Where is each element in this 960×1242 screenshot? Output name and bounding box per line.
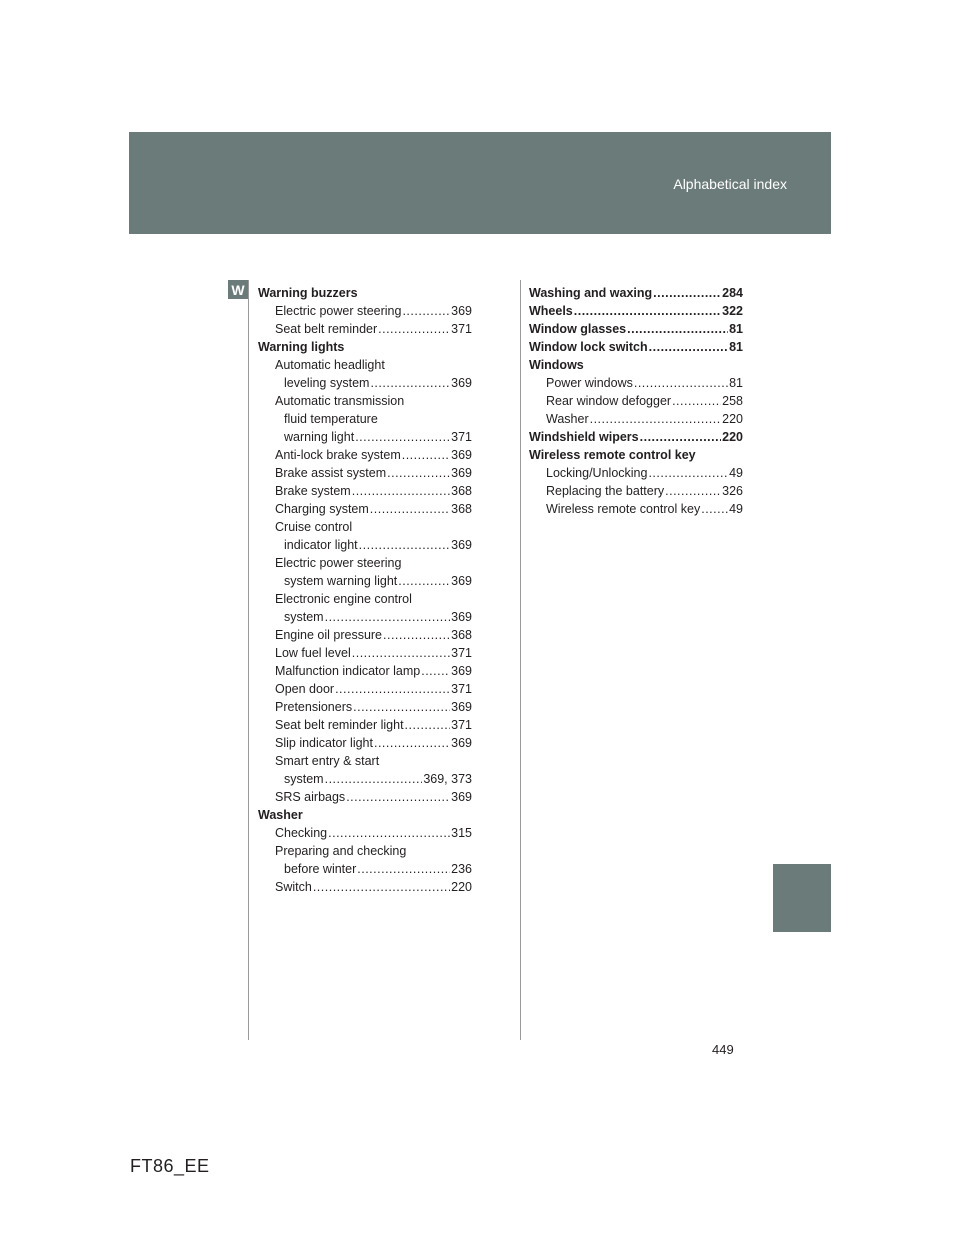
index-entry [258,302,472,320]
dot-leader [627,320,728,338]
entry-label: warning light [284,430,355,444]
index-entry [258,734,472,752]
entry-page-number: 369 [451,736,472,750]
dot-leader [653,284,721,302]
entry-label: Malfunction indicator lamp [275,664,421,678]
entry-page-number: 371 [451,718,472,732]
entry-row [258,302,472,320]
entry-label: system warning light [284,574,398,588]
index-entry [529,338,743,356]
entry-label: leveling system [284,376,370,390]
index-entry [258,644,472,662]
entry-page-number: 284 [722,286,743,300]
entry-page-number: 81 [729,322,743,336]
entry-label: Switch [275,880,312,894]
index-entry [258,320,472,338]
entry-page-number: 369 [451,574,472,588]
index-entry [529,374,743,392]
dot-leader [355,428,450,446]
entry-page-number: 81 [729,376,743,390]
entry-row [258,536,472,554]
index-entry [529,428,743,446]
index-entry [258,716,472,734]
dot-leader [421,662,450,680]
entry-label-line: Automatic headlight [275,358,385,372]
entry-row [258,788,472,806]
entry-row [258,878,472,896]
entry-page-number: 220 [451,880,472,894]
entry-row [258,716,472,734]
entry-label: Anti-lock brake system [275,448,401,462]
document-code: FT86_EE [130,1156,210,1176]
entry-label: system [284,610,324,624]
entry-row [258,824,472,842]
entry-label: Locking/Unlocking [546,466,648,480]
entry-row [258,428,472,446]
entry-page-number: 220 [722,412,743,426]
index-entry [258,680,472,698]
entry-page-number: 368 [451,628,472,642]
entry-row [258,572,472,590]
index-entry [258,824,472,842]
dot-leader [370,374,450,392]
entry-label: Open door [275,682,335,696]
dot-leader [346,788,450,806]
index-entry [529,482,743,500]
dot-leader [649,338,728,356]
entry-label: Electric power steering [275,304,402,318]
index-entry [529,410,743,428]
entry-page-number: 369 [451,466,472,480]
page-number: 449 [712,1042,734,1057]
entry-label-line: fluid temperature [284,412,378,426]
entry-page-number: 369 [451,304,472,318]
index-entry [258,518,472,554]
entry-label-line: Cruise control [275,520,353,534]
entry-row [529,464,743,482]
entry-page-number: 258 [722,394,743,408]
entry-label-line: Electronic engine control [275,592,412,606]
index-entry [258,482,472,500]
dot-leader [701,500,728,518]
dot-leader [402,446,450,464]
entry-label: Window glasses [529,322,627,336]
entry-label: SRS airbags [275,790,346,804]
column-divider-middle [520,280,521,1040]
column-divider-left [248,280,249,1040]
entry-label: Seat belt reminder [275,322,378,336]
entry-page-number: 369 [451,664,472,678]
dot-leader [359,536,450,554]
entry-label: Power windows [546,376,633,390]
entry-page-number: 326 [722,484,743,498]
index-entry [258,752,472,788]
section-title: Alphabetical index [673,176,787,192]
dot-leader [634,374,728,392]
dot-leader [672,392,721,410]
index-heading: Warning lights [258,340,345,354]
entry-label: Checking [275,826,328,840]
dot-leader [353,698,450,716]
index-entry [258,500,472,518]
index-entry [258,878,472,896]
index-entry [258,662,472,680]
entry-page-number: 369 [451,376,472,390]
dot-leader [370,500,450,518]
dot-leader [328,824,450,842]
index-column-1 [258,284,472,896]
entry-page-number: 371 [451,322,472,336]
index-column-2 [529,284,743,518]
entry-label-line: Electric power steering [275,556,402,570]
entry-row [529,338,743,356]
entry-row [258,482,472,500]
index-entry [529,500,743,518]
entry-label: Low fuel level [275,646,351,660]
entry-row [529,428,743,446]
entry-row [529,482,743,500]
dot-leader [640,428,722,446]
index-entry [258,698,472,716]
entry-page-number: 369 [451,610,472,624]
entry-row [529,374,743,392]
entry-row [258,446,472,464]
dot-leader [398,572,450,590]
entry-label-line: Smart entry & start [275,754,380,768]
dot-leader [374,734,450,752]
entry-page-number: 368 [451,484,472,498]
index-entry [529,302,743,320]
entry-label: Replacing the battery [546,484,665,498]
dot-leader [325,770,423,788]
entry-label: indicator light [284,538,358,552]
entry-row [258,734,472,752]
entry-label: Brake assist system [275,466,387,480]
dot-leader [405,716,451,734]
entry-label: Window lock switch [529,340,648,354]
entry-label-line: Preparing and checking [275,844,407,858]
entry-label: Seat belt reminder light [275,718,404,732]
entry-label: Rear window defogger [546,394,672,408]
dot-leader [325,608,451,626]
index-entry [258,626,472,644]
entry-page-number: 220 [722,430,743,444]
entry-row [258,320,472,338]
dot-leader [383,626,450,644]
dot-leader [665,482,721,500]
entry-row [258,464,472,482]
entry-row [258,698,472,716]
entry-page-number: 315 [451,826,472,840]
entry-label: before winter [284,862,357,876]
entry-page-number: 49 [729,466,743,480]
index-heading: Warning buzzers [258,286,358,300]
entry-page-number: 371 [451,430,472,444]
index-entry [258,464,472,482]
entry-row [258,770,472,788]
entry-row [529,284,743,302]
entry-label: Wheels [529,304,573,318]
entry-row [258,662,472,680]
index-entry [529,320,743,338]
entry-label: Engine oil pressure [275,628,383,642]
entry-row [529,410,743,428]
index-entry [529,464,743,482]
entry-row [529,392,743,410]
entry-row [258,608,472,626]
entry-row [529,302,743,320]
index-heading: Wireless remote control key [529,448,696,462]
entry-label: Windshield wipers [529,430,639,444]
thumb-index-tab [773,864,831,932]
index-entry [258,788,472,806]
dot-leader [590,410,722,428]
index-heading: Washer [258,808,303,822]
entry-label: Pretensioners [275,700,353,714]
entry-page-number: 369, 373 [423,772,472,786]
entry-row [258,500,472,518]
index-entry [258,392,472,446]
entry-page-number: 369 [451,700,472,714]
dot-leader [335,680,450,698]
header-band [129,132,831,234]
entry-page-number: 371 [451,682,472,696]
index-heading: Windows [529,358,584,372]
entry-row [258,644,472,662]
entry-row [258,680,472,698]
entry-page-number: 322 [722,304,743,318]
section-letter-badge: W [228,280,248,299]
dot-leader [648,464,728,482]
entry-label: Slip indicator light [275,736,373,750]
entry-page-number: 81 [729,340,743,354]
index-entry [258,356,472,392]
dot-leader [352,482,450,500]
entry-row [258,626,472,644]
index-entry [258,842,472,878]
index-entry [529,284,743,302]
dot-leader [378,320,450,338]
dot-leader [402,302,450,320]
entry-label: system [284,772,324,786]
dot-leader [313,878,450,896]
dot-leader [387,464,450,482]
index-entry [258,446,472,464]
index-entry [258,590,472,626]
entry-row [258,860,472,878]
entry-row [529,500,743,518]
dot-leader [574,302,721,320]
entry-row [258,374,472,392]
dot-leader [352,644,450,662]
entry-row [529,320,743,338]
entry-page-number: 369 [451,790,472,804]
entry-page-number: 369 [451,538,472,552]
entry-page-number: 49 [729,502,743,516]
entry-label: Washer [546,412,589,426]
entry-page-number: 371 [451,646,472,660]
entry-page-number: 236 [451,862,472,876]
entry-label: Brake system [275,484,351,498]
index-entry [258,554,472,590]
entry-label: Washing and waxing [529,286,653,300]
entry-label-line: Automatic transmission [275,394,405,408]
entry-label: Charging system [275,502,369,516]
entry-label: Wireless remote control key [546,502,701,516]
index-entry [529,392,743,410]
dot-leader [357,860,450,878]
entry-page-number: 369 [451,448,472,462]
entry-page-number: 368 [451,502,472,516]
